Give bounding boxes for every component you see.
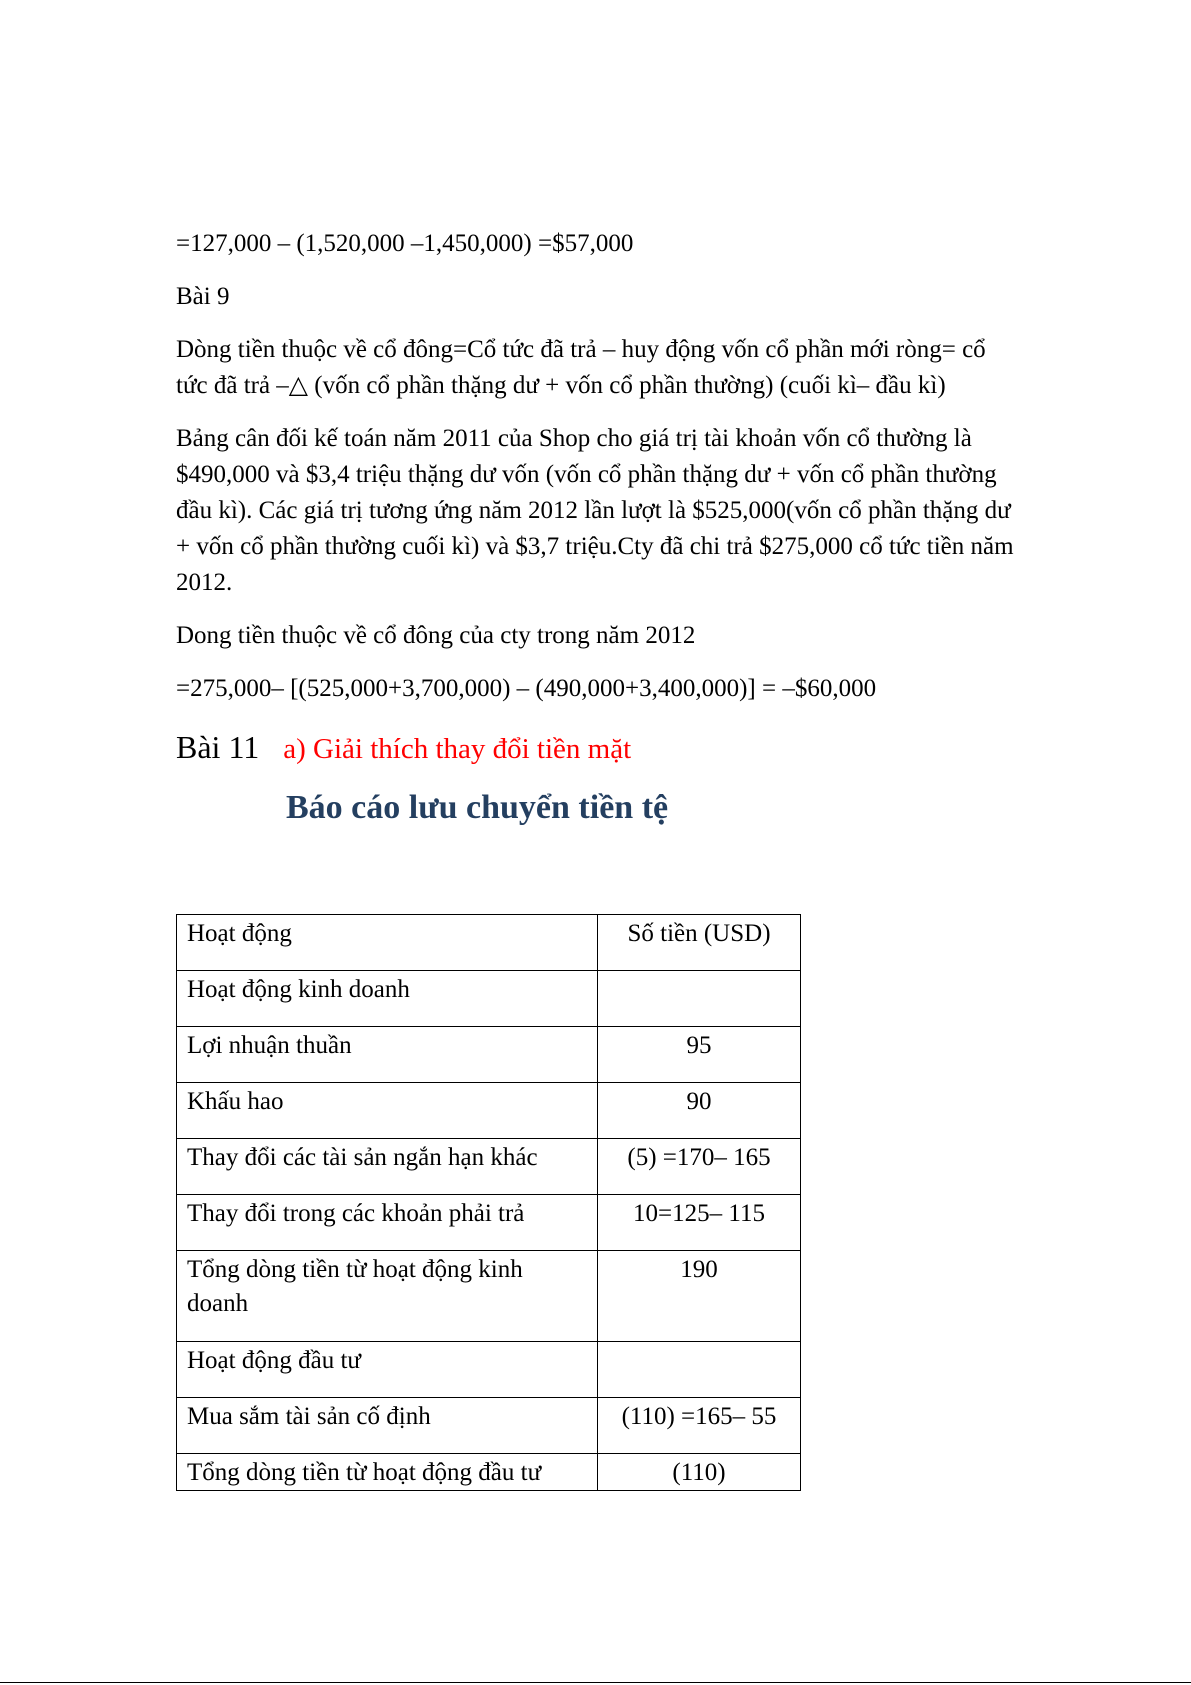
row-amount: (110) bbox=[598, 1454, 801, 1491]
table-row bbox=[177, 971, 801, 1027]
row-amount: 95 bbox=[598, 1027, 801, 1083]
bai9-problem: Bảng cân đối kế toán năm 2011 của Shop cho giá trị tài khoản vốn cổ thường là $490,000 và $3,4 triệu thặng dư vốn (vốn cổ phần thặng dư + vốn cổ phần thường đầu kì). Các giá trị tương ứng năm 2012 lần lượt là $525,000(vốn cổ phần thặng dư + vốn cổ phần thường cuối kì) và $3,7 triệu.Cty đã chi trả $275,000 cổ tức tiền năm 2012. bbox=[176, 425, 1014, 596]
header-amount: Số tiền (USD) bbox=[598, 915, 801, 971]
table-row bbox=[177, 1083, 801, 1139]
bai11-heading bbox=[176, 724, 1016, 770]
row-amount: 90 bbox=[598, 1083, 801, 1139]
row-label: Thay đổi các tài sản ngắn hạn khác bbox=[177, 1139, 598, 1195]
row-amount bbox=[598, 971, 801, 1027]
row-amount: (110) =165– 55 bbox=[598, 1398, 801, 1454]
formula-top: =127,000 – (1,520,000 –1,450,000) =$57,000 bbox=[176, 230, 634, 257]
table-header-row bbox=[177, 915, 801, 971]
document-body bbox=[176, 226, 1016, 832]
row-amount: (5) =170– 165 bbox=[598, 1139, 801, 1195]
table-row bbox=[177, 1398, 801, 1454]
row-label: Hoạt động đầu tư bbox=[177, 1342, 598, 1398]
page-bottom-rule bbox=[0, 1682, 1191, 1683]
bai9-definition: Dòng tiền thuộc về cổ đông=Cổ tức đã trả – huy động vốn cổ phần mới ròng= cổ tức đã trả –△ (vốn cổ phần thặng dư + vốn cổ phần thường) (cuối kì– đầu kì) bbox=[176, 336, 986, 399]
row-amount: 10=125– 115 bbox=[598, 1195, 801, 1251]
row-label: Mua sắm tài sản cố định bbox=[177, 1398, 598, 1454]
row-label: Tổng dòng tiền từ hoạt động đầu tư bbox=[177, 1454, 598, 1491]
table-row bbox=[177, 1454, 801, 1491]
bai11-subtitle: a) Giải thích thay đổi tiền mặt bbox=[283, 733, 632, 765]
bai9-answer: =275,000– [(525,000+3,700,000) – (490,000+3,400,000)] = –$60,000 bbox=[176, 675, 877, 702]
table-row bbox=[177, 1251, 801, 1342]
row-label: Khấu hao bbox=[177, 1083, 598, 1139]
cash-flow-table bbox=[176, 914, 801, 1491]
bai11-label: Bài 11 bbox=[176, 729, 260, 765]
row-amount bbox=[598, 1342, 801, 1398]
row-label: Tổng dòng tiền từ hoạt động kinh doanh bbox=[177, 1251, 598, 1342]
table-row bbox=[177, 1195, 801, 1251]
row-amount: 190 bbox=[598, 1251, 801, 1342]
header-activity: Hoạt động bbox=[177, 915, 598, 971]
table-row bbox=[177, 1342, 801, 1398]
bai9-heading: Bài 9 bbox=[176, 283, 230, 310]
table-row bbox=[177, 1027, 801, 1083]
report-title: Báo cáo lưu chuyển tiền tệ bbox=[286, 789, 669, 826]
row-label: Lợi nhuận thuần bbox=[177, 1027, 598, 1083]
table-row bbox=[177, 1139, 801, 1195]
row-label: Thay đổi trong các khoản phải trả bbox=[177, 1195, 598, 1251]
bai9-question: Dong tiền thuộc về cổ đông của cty trong năm 2012 bbox=[176, 622, 696, 649]
row-label: Hoạt động kinh doanh bbox=[177, 971, 598, 1027]
